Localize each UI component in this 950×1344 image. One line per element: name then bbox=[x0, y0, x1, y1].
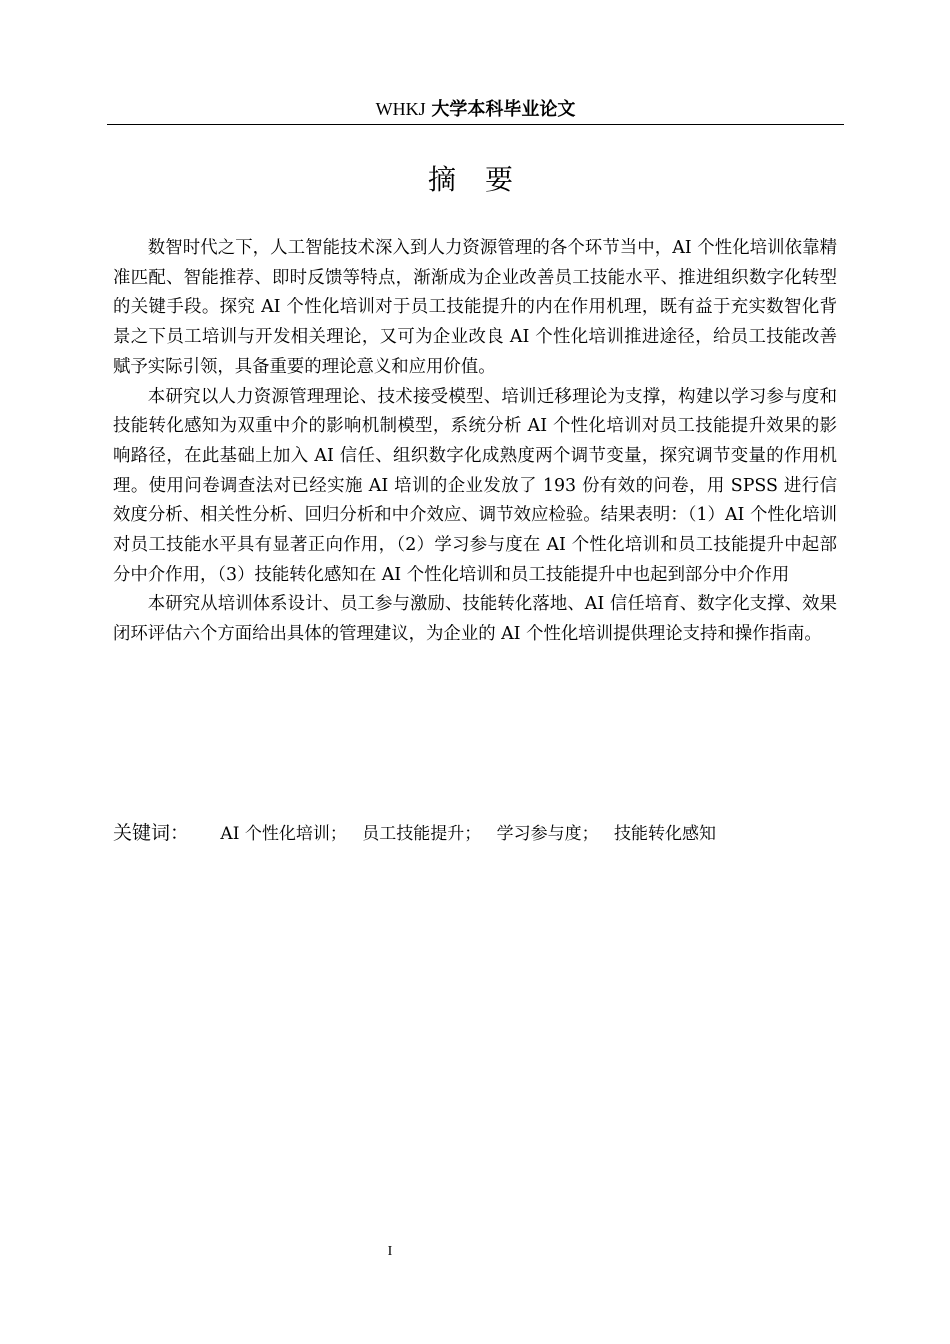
abstract-paragraph-1: 数智时代之下，人工智能技术深入到人力资源管理的各个环节当中，AI 个性化培训依靠精准匹配、智能推荐、即时反馈等特点，渐渐成为企业改善员工技能水平、推进组织数字化转型的关键手段。探究 AI 个性化培训对于员工技能提升的内在作用机理，既有益于充实数智化背景之下员工培训与开发相关理论，又可为企业改良 AI 个性化培训推进途径，给员工技能改善赋予实际引领，具备重要的理论意义和应用价值。 bbox=[113, 238, 837, 377]
abstract-paragraph-3: 本研究从培训体系设计、员工参与激励、技能转化落地、AI 信任培育、数字化支撑、效果闭环评估六个方面给出具体的管理建议，为企业的 AI 个性化培训提供理论支持和操作指南。 bbox=[113, 594, 837, 645]
abstract-paragraph-2: 本研究以人力资源管理理论、技术接受模型、培训迁移理论为支撑，构建以学习参与度和技能转化感知为双重中介的影响机制模型，系统分析 AI 个性化培训对员工技能提升效果的影响路径，在此基础上加入 AI 信任、组织数字化成熟度两个调节变量，探究调节变量的作用机理。使用问卷调查法对已经实施 AI 培训的企业发放了 193 份有效的问卷，用 SPSS 进行信效度分析、相关性分析、回归分析和中介效应、调节效应检验。结果表明：（1）AI 个性化培训对员工技能水平具有显著正向作用，（2）学习参与度在 AI 个性化培训和员工技能提升中起部分中介作用，（3）技能转化感知在 AI 个性化培训和员工技能提升中也起到部分中介作用 bbox=[113, 386, 837, 585]
abstract-title: 摘 要 bbox=[428, 163, 523, 196]
header-school-code: WHKJ bbox=[375, 99, 426, 119]
keyword-item-1: AI 个性化培训； bbox=[220, 824, 347, 844]
page-header bbox=[107, 96, 844, 125]
page-number: I bbox=[387, 1244, 393, 1259]
keywords-label: 关键词： bbox=[113, 822, 190, 844]
keywords-line bbox=[113, 816, 837, 851]
keyword-item-4: 技能转化感知 bbox=[614, 824, 717, 844]
abstract-body bbox=[113, 234, 837, 650]
keyword-item-3: 学习参与度； bbox=[496, 824, 599, 844]
header-title: 大学本科毕业论文 bbox=[431, 99, 576, 120]
keyword-item-2: 员工技能提升； bbox=[362, 824, 482, 844]
